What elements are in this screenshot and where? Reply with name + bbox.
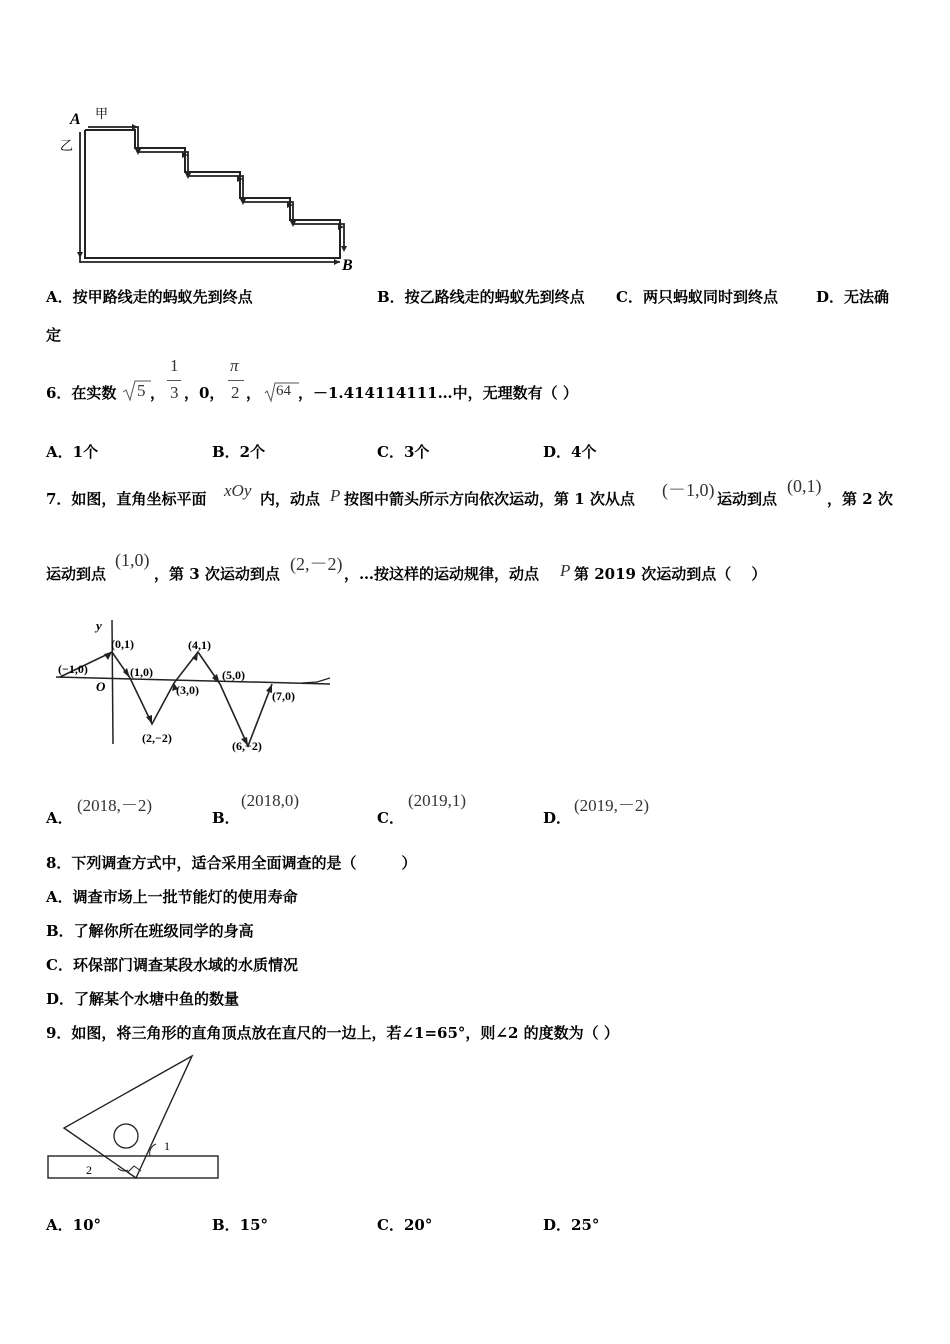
q5-option-b[interactable]: B．按乙路线走的蚂蚁先到终点 (377, 288, 585, 306)
q7-p: P (330, 486, 341, 505)
q9-option-d[interactable]: D．25° (543, 1216, 600, 1234)
sqrt64-radicand: 64 (276, 383, 291, 399)
q9-option-c[interactable]: C．20° (377, 1216, 433, 1234)
q8-option-b[interactable]: B．了解你所在班级同学的身高 (46, 922, 254, 940)
angle-2-label: 2 (86, 1163, 92, 1177)
fig-label-50: (5,0) (222, 668, 245, 682)
q7-line2-b: ，第 3 次运动到点 (154, 565, 280, 583)
q7-option-d-value: (2019,－2) (574, 796, 650, 815)
q9-option-b[interactable]: B．15° (212, 1216, 269, 1234)
fig-label-41: (4,1) (188, 638, 211, 652)
fig-label-30: (3,0) (176, 683, 199, 697)
q7-pt4: (2,－2) (290, 554, 343, 574)
q7-plane: xOy (224, 481, 252, 500)
frac-den: 3 (170, 383, 179, 402)
angle-1-label: 1 (164, 1139, 170, 1153)
q6-option-a[interactable]: A．1个 (46, 443, 99, 461)
frac-bar (167, 380, 181, 381)
q7-pt1: (－1,0) (662, 480, 715, 500)
q7-option-d[interactable]: D． (543, 809, 572, 827)
q5-option-d-cont: 定 (46, 326, 62, 344)
fig-label-01: (0,1) (111, 637, 134, 651)
route-yi (80, 132, 340, 262)
q7-p2: P (560, 561, 571, 580)
q7-pt3: (1,0) (115, 550, 150, 570)
q7-line2-a: 运动到点 (46, 565, 107, 583)
q7-line1-a: 7．如图，直角坐标平面 (46, 490, 207, 508)
q7-line2-c: ，…按这样的运动规律，动点 (344, 565, 540, 583)
fig-label-70: (7,0) (272, 689, 295, 703)
fig-label-6m2: (6,−2) (232, 739, 262, 753)
q6-option-b[interactable]: B．2个 (212, 443, 266, 461)
label-a: A (70, 111, 81, 128)
stair-outline (85, 130, 340, 258)
q9-option-a[interactable]: A．10° (46, 1216, 102, 1234)
comma: ， (246, 384, 262, 402)
q6-option-c[interactable]: C．3个 (377, 443, 430, 461)
q6-prefix: 6．在实数 (46, 384, 117, 402)
q7-line1-e: ，第 2 次 (827, 490, 893, 508)
fig-label-2m2: (2,−2) (142, 731, 172, 745)
q5-option-c[interactable]: C．两只蚂蚁同时到终点 (616, 288, 778, 306)
frac-num: 1 (170, 356, 179, 375)
label-b: B (342, 257, 353, 274)
q6-zero: ，0， (184, 384, 225, 402)
q7-option-b[interactable]: B． (212, 809, 240, 827)
fig-y-label: y (96, 618, 102, 633)
q8-stem: 8．下列调查方式中，适合采用全面调查的是（ ） (46, 854, 417, 872)
q9-stem: 9．如图，将三角形的直角顶点放在直尺的一边上，若∠1=65°，则∠2 的度数为（ ） (46, 1024, 619, 1042)
q5-option-d[interactable]: D．无法确 (816, 288, 890, 306)
pi-num: π (230, 356, 239, 375)
route-jia (88, 127, 344, 250)
triangle-ruler-figure (46, 1050, 226, 1185)
q8-option-c[interactable]: C．环保部门调查某段水域的水质情况 (46, 956, 298, 974)
q7-option-b-value: (2018,0) (241, 791, 300, 810)
q6-tail: ，－1.414114111…中，无理数有（ ） (298, 384, 578, 402)
fig-o-label: O (96, 679, 106, 694)
comma: ， (150, 384, 166, 402)
q8-option-a[interactable]: A．调查市场上一批节能灯的使用寿命 (46, 888, 298, 906)
pi-bar (228, 380, 244, 381)
label-jia: 甲 (95, 106, 109, 121)
label-yi: 乙 (60, 138, 74, 153)
q8-option-d[interactable]: D．了解某个水塘中鱼的数量 (46, 990, 240, 1008)
q7-line1-b: 内，动点 (260, 490, 321, 508)
q7-line1-d: 运动到点 (717, 490, 778, 508)
staircase-figure (50, 100, 390, 275)
fig-label-m10: (−1,0) (58, 662, 88, 676)
pi-den: 2 (231, 383, 240, 402)
sqrt5-radicand: 5 (137, 381, 146, 400)
q7-pt2: (0,1) (787, 476, 822, 496)
q7-option-a[interactable]: A． (46, 809, 73, 827)
zigzag-figure (52, 612, 342, 762)
q7-option-a-value: (2018,－2) (77, 796, 153, 815)
set-square (64, 1056, 192, 1178)
q5-option-a[interactable]: A．按甲路线走的蚂蚁先到终点 (46, 288, 253, 306)
q7-line2-d: 第 2019 次运动到点（ ） (574, 565, 767, 583)
circle-hole (114, 1124, 138, 1148)
fig-label-10: (1,0) (130, 665, 153, 679)
q7-option-c[interactable]: C． (377, 809, 404, 827)
q6-option-d[interactable]: D．4个 (543, 443, 597, 461)
q7-option-c-value: (2019,1) (408, 791, 467, 810)
q7-line1-c: 按图中箭头所示方向依次运动，第 1 次从点 (344, 490, 635, 508)
